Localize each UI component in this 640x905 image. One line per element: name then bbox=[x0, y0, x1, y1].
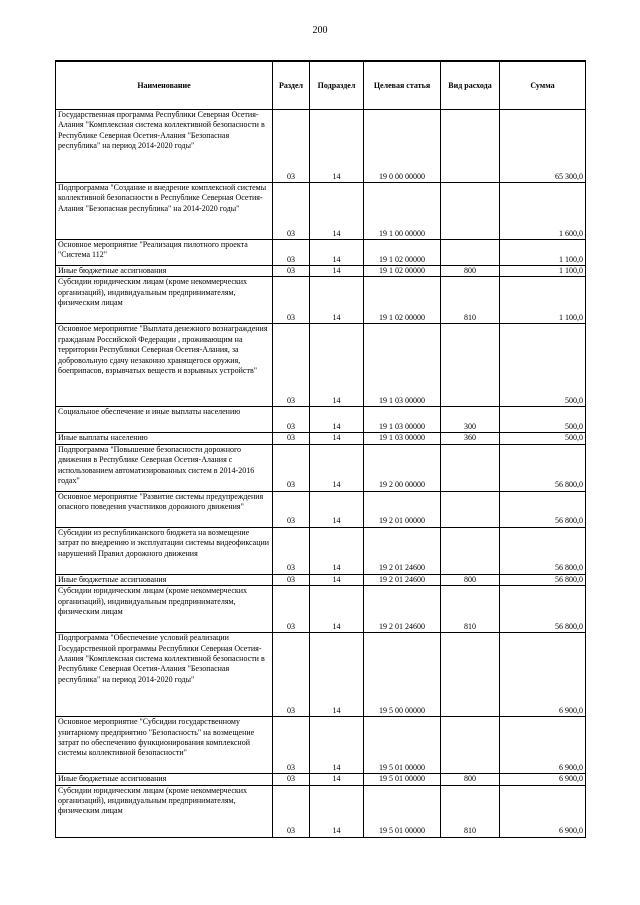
row-expense bbox=[441, 183, 500, 240]
row-target: 19 2 01 24600 bbox=[364, 574, 441, 585]
row-expense: 360 bbox=[441, 433, 500, 444]
row-subsection: 14 bbox=[310, 491, 364, 527]
row-name: Основное мероприятие "Субсидии государственному унитарному предприятию "Безопасность" на возмещение затрат по обеспечению функционирования комплексной системы коллективной безопасности" bbox=[56, 717, 273, 774]
row-target: 19 2 00 00000 bbox=[364, 444, 441, 491]
table-row bbox=[56, 586, 586, 633]
row-expense bbox=[441, 444, 500, 491]
table-row bbox=[56, 633, 586, 717]
row-sum: 500,0 bbox=[500, 324, 586, 407]
row-name: Государственная программа Республики Северная Осетия-Алания "Комплексная система коллективной безопасности в Республике Северная Осетия-Алания "Безопасная республика" на период 2014-2020 годы" bbox=[56, 110, 273, 183]
table-row bbox=[56, 110, 586, 183]
row-expense: 300 bbox=[441, 407, 500, 433]
row-name: Подпрограмма "Обеспечение условий реализации Государственной программы Республики Северная Осетия-Алания "Комплексная система коллективной безопасности в Республике Северная Осетия-Алания "Безопасная республика" на период 2014-2020 годы" bbox=[56, 633, 273, 717]
row-expense: 810 bbox=[441, 586, 500, 633]
row-section: 03 bbox=[273, 717, 310, 774]
budget-table bbox=[55, 60, 586, 838]
row-subsection: 14 bbox=[310, 407, 364, 433]
row-expense bbox=[441, 527, 500, 574]
row-sum: 6 900,0 bbox=[500, 633, 586, 717]
row-sum: 500,0 bbox=[500, 433, 586, 444]
row-section: 03 bbox=[273, 324, 310, 407]
row-name: Основное мероприятие "Выплата денежного вознаграждения гражданам Российской Федерации , проживающим на территории Республики Северная Осетия-Алания, за добровольную сдачу незаконно хранящегося оружия, боеприпасов, взрывчатых веществ и взрывных устройств" bbox=[56, 324, 273, 407]
table-row bbox=[56, 491, 586, 527]
table-row bbox=[56, 527, 586, 574]
header-section: Раздел bbox=[273, 61, 310, 110]
table-row bbox=[56, 324, 586, 407]
row-name: Субсидии юридическим лицам (кроме некоммерческих организаций), индивидуальным предпринимателям, физическим лицам bbox=[56, 785, 273, 837]
row-subsection: 14 bbox=[310, 324, 364, 407]
row-name: Подпрограмма "Повышение безопасности дорожного движения в Республике Северная Осетия-Алания с использованием автоматизированных систем в 2014-2016 годах" bbox=[56, 444, 273, 491]
row-target: 19 2 01 00000 bbox=[364, 491, 441, 527]
table-row bbox=[56, 574, 586, 585]
row-target: 19 5 01 00000 bbox=[364, 717, 441, 774]
row-expense bbox=[441, 491, 500, 527]
row-target: 19 5 01 00000 bbox=[364, 774, 441, 785]
row-name: Иные выплаты населению bbox=[56, 433, 273, 444]
table-row bbox=[56, 774, 586, 785]
row-sum: 56 800,0 bbox=[500, 491, 586, 527]
row-target: 19 1 02 00000 bbox=[364, 266, 441, 277]
table-row bbox=[56, 407, 586, 433]
row-expense: 800 bbox=[441, 574, 500, 585]
row-target: 19 5 00 00000 bbox=[364, 633, 441, 717]
row-subsection: 14 bbox=[310, 433, 364, 444]
row-subsection: 14 bbox=[310, 574, 364, 585]
row-expense bbox=[441, 324, 500, 407]
row-name: Иные бюджетные ассигнования bbox=[56, 266, 273, 277]
row-section: 03 bbox=[273, 491, 310, 527]
row-name: Основное мероприятие "Развитие системы предупреждения опасного поведения участников дорожного движения" bbox=[56, 491, 273, 527]
row-target: 19 2 01 24600 bbox=[364, 527, 441, 574]
row-expense bbox=[441, 240, 500, 266]
row-target: 19 1 02 00000 bbox=[364, 277, 441, 324]
row-expense: 800 bbox=[441, 266, 500, 277]
row-name: Подпрограмма "Создание и внедрение комплексной системы коллективной безопасности в Республике Северная Осетия-Алания "Безопасная республика" на 2014-2020 годы" bbox=[56, 183, 273, 240]
table-row bbox=[56, 266, 586, 277]
row-section: 03 bbox=[273, 433, 310, 444]
row-name: Субсидии юридическим лицам (кроме некоммерческих организаций), индивидуальным предпринимателям, физическим лицам bbox=[56, 586, 273, 633]
header-target: Целевая статья bbox=[364, 61, 441, 110]
table-row bbox=[56, 277, 586, 324]
row-target: 19 1 02 00000 bbox=[364, 240, 441, 266]
row-target: 19 0 00 00000 bbox=[364, 110, 441, 183]
row-sum: 1 100,0 bbox=[500, 277, 586, 324]
row-target: 19 1 03 00000 bbox=[364, 407, 441, 433]
row-target: 19 1 00 00000 bbox=[364, 183, 441, 240]
row-expense: 810 bbox=[441, 785, 500, 837]
table-row bbox=[56, 717, 586, 774]
row-subsection: 14 bbox=[310, 183, 364, 240]
row-expense bbox=[441, 110, 500, 183]
header-name: Наименование bbox=[56, 61, 273, 110]
header-sum: Сумма bbox=[500, 61, 586, 110]
row-name: Субсидии юридическим лицам (кроме некоммерческих организаций), индивидуальным предпринимателям, физическим лицам bbox=[56, 277, 273, 324]
row-section: 03 bbox=[273, 266, 310, 277]
row-sum: 6 900,0 bbox=[500, 717, 586, 774]
row-name: Основное мероприятие "Реализация пилотного проекта "Система 112" bbox=[56, 240, 273, 266]
row-section: 03 bbox=[273, 240, 310, 266]
row-subsection: 14 bbox=[310, 527, 364, 574]
row-target: 19 1 03 00000 bbox=[364, 433, 441, 444]
row-section: 03 bbox=[273, 774, 310, 785]
row-subsection: 14 bbox=[310, 633, 364, 717]
row-target: 19 1 03 00000 bbox=[364, 324, 441, 407]
table-row bbox=[56, 433, 586, 444]
row-expense bbox=[441, 717, 500, 774]
row-subsection: 14 bbox=[310, 110, 364, 183]
row-subsection: 14 bbox=[310, 586, 364, 633]
row-expense: 800 bbox=[441, 774, 500, 785]
row-section: 03 bbox=[273, 785, 310, 837]
row-sum: 56 800,0 bbox=[500, 444, 586, 491]
row-section: 03 bbox=[273, 633, 310, 717]
row-sum: 56 800,0 bbox=[500, 574, 586, 585]
row-sum: 56 800,0 bbox=[500, 586, 586, 633]
row-sum: 1 100,0 bbox=[500, 240, 586, 266]
row-sum: 1 600,0 bbox=[500, 183, 586, 240]
row-section: 03 bbox=[273, 183, 310, 240]
table-header-row bbox=[56, 61, 586, 110]
table-row bbox=[56, 785, 586, 837]
row-section: 03 bbox=[273, 407, 310, 433]
row-section: 03 bbox=[273, 277, 310, 324]
table-row bbox=[56, 444, 586, 491]
row-subsection: 14 bbox=[310, 717, 364, 774]
row-sum: 65 300,0 bbox=[500, 110, 586, 183]
row-name: Иные бюджетные ассигнования bbox=[56, 774, 273, 785]
row-subsection: 14 bbox=[310, 240, 364, 266]
row-subsection: 14 bbox=[310, 785, 364, 837]
row-subsection: 14 bbox=[310, 444, 364, 491]
row-sum: 6 900,0 bbox=[500, 785, 586, 837]
row-target: 19 2 01 24600 bbox=[364, 586, 441, 633]
header-subsection: Подраздел bbox=[310, 61, 364, 110]
row-sum: 500,0 bbox=[500, 407, 586, 433]
table-row bbox=[56, 183, 586, 240]
row-section: 03 bbox=[273, 574, 310, 585]
row-expense: 810 bbox=[441, 277, 500, 324]
row-sum: 1 100,0 bbox=[500, 266, 586, 277]
row-target: 19 5 01 00000 bbox=[364, 785, 441, 837]
row-subsection: 14 bbox=[310, 277, 364, 324]
row-name: Социальное обеспечение и иные выплаты населению bbox=[56, 407, 273, 433]
row-section: 03 bbox=[273, 110, 310, 183]
table-row bbox=[56, 240, 586, 266]
row-section: 03 bbox=[273, 444, 310, 491]
row-name: Иные бюджетные ассигнования bbox=[56, 574, 273, 585]
row-subsection: 14 bbox=[310, 774, 364, 785]
row-subsection: 14 bbox=[310, 266, 364, 277]
row-section: 03 bbox=[273, 527, 310, 574]
row-sum: 56 800,0 bbox=[500, 527, 586, 574]
row-expense bbox=[441, 633, 500, 717]
row-name: Субсидии из республиканского бюджета на возмещение затрат по внедрению и эксплуатации системы видеофиксации нарушений Правил дорожного движения bbox=[56, 527, 273, 574]
header-expense: Вид расхода bbox=[441, 61, 500, 110]
row-section: 03 bbox=[273, 586, 310, 633]
page-number: 200 bbox=[312, 25, 328, 36]
row-sum: 6 900,0 bbox=[500, 774, 586, 785]
